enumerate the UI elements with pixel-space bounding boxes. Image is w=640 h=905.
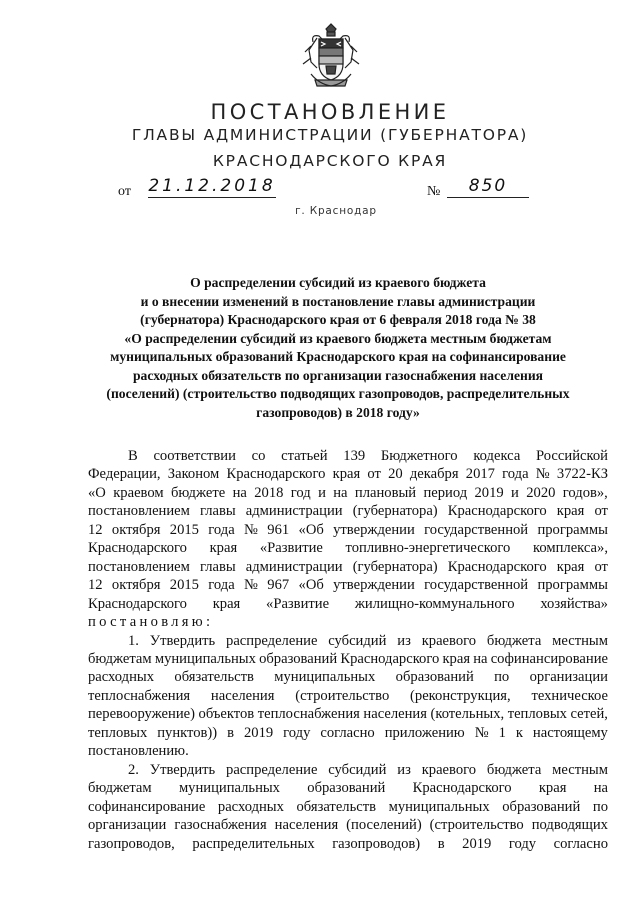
body-word: краевого	[421, 632, 477, 649]
body-line	[88, 595, 608, 613]
body-line	[88, 724, 608, 742]
body-word: в	[227, 724, 235, 741]
body-word: статьей	[281, 448, 328, 464]
body-word: утверждении	[333, 577, 415, 594]
body-word: топливно-энергетического	[345, 540, 511, 557]
body-word: (строительство	[295, 687, 390, 704]
title-line: расходных обязательств по организации газоснабжения населения	[132, 367, 544, 383]
body-word: краевого	[421, 761, 477, 778]
body-word: Российской	[536, 448, 608, 464]
body-word: муниципальных	[274, 669, 376, 686]
body-word: на	[333, 484, 348, 501]
body-word: образований	[259, 650, 338, 667]
body-word: жилищно-коммунального	[354, 595, 515, 612]
body-word: 2018	[254, 484, 284, 501]
body-word: Краснодарского	[226, 466, 326, 483]
body-word: местным	[552, 761, 608, 778]
body-word: образований	[395, 669, 474, 686]
title-line: газопроводов) в 2018 году»	[256, 404, 420, 420]
body-word: настоящему	[532, 724, 608, 741]
body-word: администрации	[245, 503, 343, 520]
body-word: муниципальных	[178, 780, 280, 797]
body-word: Краснодарского	[447, 503, 547, 520]
body-word: главы	[199, 558, 236, 575]
body-line	[88, 798, 608, 816]
body-line	[88, 558, 608, 576]
number-value: 850	[447, 176, 529, 198]
body-word: 2015	[169, 577, 199, 594]
body-word: 2.	[128, 761, 139, 778]
document-title	[88, 274, 588, 422]
body-word: края	[538, 780, 567, 797]
body-word: расходных	[217, 798, 284, 815]
body-word: главы	[199, 503, 236, 520]
body-word: период	[423, 484, 468, 501]
body-word: на	[232, 484, 247, 501]
body-word: в	[437, 835, 445, 852]
body-word: года	[208, 521, 235, 538]
body-word: кодекса	[473, 448, 521, 464]
body-word: 139	[343, 448, 366, 464]
body-word: обязательств	[174, 669, 254, 686]
body-line	[88, 465, 608, 483]
body-line	[88, 816, 608, 834]
body-word: 3722-КЗ	[556, 466, 608, 483]
body-word: субсидий	[328, 632, 387, 649]
body-line	[88, 650, 608, 668]
body-word: к	[515, 724, 523, 741]
body-word: газопроводов,	[88, 835, 175, 852]
body-word: населения	[210, 687, 275, 704]
body-word: на	[593, 780, 608, 797]
body-word: из	[397, 761, 411, 778]
body-word: «Развитие	[266, 595, 330, 612]
body-word: Законом	[167, 466, 220, 483]
body-word: 20	[388, 466, 403, 483]
body-word: Краснодарского	[88, 595, 187, 612]
body-word: образований	[307, 780, 386, 797]
body-word: 12	[88, 521, 103, 538]
body-line	[88, 835, 608, 853]
body-word: №	[474, 724, 489, 741]
body-word: комплекса»,	[533, 540, 608, 557]
body-word: Бюджетного	[380, 448, 458, 464]
body-word: края	[209, 540, 238, 557]
body-word: краевом	[113, 484, 164, 501]
body-word: перевооружение)	[88, 706, 195, 723]
body-word: края	[442, 650, 471, 667]
body-word: бюджетам	[88, 780, 152, 797]
body-word: 2019	[243, 724, 274, 741]
date-label: от	[118, 184, 131, 199]
body-word: из	[397, 632, 411, 649]
body-word: (поселений)	[346, 817, 422, 834]
body-word: соответствии	[153, 448, 236, 464]
body-word: распределение	[226, 761, 318, 778]
body-word: края	[556, 558, 585, 575]
body-line	[88, 576, 608, 594]
body-word: организации	[529, 669, 608, 686]
body-word: субсидий	[328, 761, 387, 778]
body-word: годов»,	[562, 484, 608, 501]
body-word: населения	[274, 817, 339, 834]
body-word: году	[283, 724, 311, 741]
body-line	[88, 632, 608, 650]
body-word: софинансирование	[88, 798, 206, 815]
body-line	[88, 447, 608, 465]
body-word: №	[244, 521, 258, 538]
body-word: год	[290, 484, 311, 501]
body-word: края	[212, 595, 241, 612]
body-word: постановляю:	[88, 614, 214, 631]
body-word: сетей,	[570, 706, 608, 723]
body-word: согласно	[553, 835, 608, 852]
body-word: бюджете	[170, 484, 226, 501]
body-line	[88, 687, 608, 705]
body-word: от	[367, 466, 381, 483]
body-line	[88, 668, 608, 686]
body-word: 961	[267, 521, 290, 538]
body-word: постановлением	[88, 558, 190, 575]
body-word: населения	[363, 706, 427, 723]
body-word: «О	[88, 484, 106, 501]
body-word: (губернатора)	[352, 558, 438, 575]
body-word: газопроводов)	[332, 835, 421, 852]
body-line	[88, 742, 608, 760]
body-word: и	[318, 484, 326, 501]
date-value: 21.12.2018	[148, 176, 276, 196]
body-word: В	[128, 448, 138, 464]
document-body	[88, 447, 608, 853]
body-word: октября	[111, 521, 161, 538]
body-word: 12	[88, 577, 103, 594]
coat-of-arms-icon	[299, 22, 363, 90]
body-word: (строительство	[429, 817, 524, 834]
body-word: 2017	[465, 466, 495, 483]
body-word: техническое	[531, 687, 608, 704]
body-word: (губернатора)	[352, 503, 438, 520]
body-word: тепловых	[507, 706, 567, 723]
body-word: 2015	[169, 521, 199, 538]
body-word: от	[594, 558, 608, 575]
body-word: году	[508, 835, 537, 852]
body-word: «Об	[298, 577, 324, 594]
body-word: (котельных,	[430, 706, 505, 723]
body-word: края	[556, 503, 585, 520]
document-type-heading: ПОСТАНОВЛЕНИЕ	[210, 100, 450, 124]
body-line	[88, 705, 608, 723]
body-word: на	[473, 650, 488, 667]
body-word: от	[594, 503, 608, 520]
body-word: распределительных	[192, 835, 315, 852]
body-word: со	[251, 448, 266, 464]
body-line	[88, 779, 608, 797]
title-line: муниципальных образований Краснодарского края на софинансирование	[110, 349, 566, 364]
body-word: муниципальных	[388, 798, 490, 815]
body-word: Утвердить	[149, 632, 216, 649]
body-word: 967	[267, 577, 290, 594]
body-word: образований	[502, 798, 581, 815]
body-word: утверждении	[333, 521, 415, 538]
body-word: бюджета	[486, 632, 542, 649]
body-word: объектов	[198, 706, 255, 723]
body-word: софинансирование	[490, 650, 608, 667]
body-word: Краснодарского	[340, 650, 440, 667]
body-word: тепловых	[88, 724, 148, 741]
body-word: 1.	[128, 632, 139, 649]
body-line	[88, 761, 608, 779]
number-label: №	[427, 184, 441, 199]
body-word: №	[244, 577, 258, 594]
body-word: по	[592, 798, 608, 815]
body-word: Краснодарского	[88, 540, 187, 557]
body-word: (реконструкция,	[410, 687, 511, 704]
body-word: постановлением	[88, 503, 190, 520]
issuer-heading: ГЛАВЫ АДМИНИСТРАЦИИ (ГУБЕРНАТОРА)	[131, 126, 529, 144]
body-word: программы	[537, 521, 608, 538]
body-word: «Об	[298, 521, 324, 538]
title-line: «О распределении субсидий из краевого бюджета местным бюджетам	[124, 330, 552, 346]
body-word: хозяйства»	[540, 595, 608, 612]
body-word: теплоснабжения	[257, 706, 360, 723]
body-word: 2019	[462, 835, 492, 852]
body-word: края	[332, 466, 361, 483]
body-word: согласно	[320, 724, 375, 741]
body-word: Краснодарского	[412, 780, 512, 797]
body-word: и	[511, 484, 519, 501]
body-word: 2020	[526, 484, 556, 501]
body-word: по	[494, 669, 510, 686]
body-word: декабря	[409, 466, 459, 483]
body-word: Краснодарского	[447, 558, 547, 575]
body-line	[88, 613, 608, 631]
body-word: постановлению.	[88, 743, 189, 760]
body-word: «Развитие	[259, 540, 323, 557]
body-word: октября	[111, 577, 161, 594]
title-line: и о внесении изменений в постановление главы администрации	[140, 293, 536, 309]
body-word: организации	[88, 817, 167, 834]
body-word: года	[502, 466, 529, 483]
body-word: 1	[498, 724, 506, 741]
body-word: местным	[552, 632, 608, 649]
body-word: приложению	[384, 724, 465, 741]
body-word: обязательств	[296, 798, 376, 815]
body-word: бюджетам	[88, 650, 152, 667]
body-line	[88, 521, 608, 539]
body-line	[88, 484, 608, 502]
body-line	[88, 502, 608, 520]
body-word: государственной	[424, 521, 529, 538]
title-line: (губернатора) Краснодарского края от 6 февраля 2018 года № 38	[140, 312, 536, 327]
body-word: Федерации,	[88, 466, 161, 483]
city-label: г. Краснодар	[295, 205, 377, 217]
body-word: года	[208, 577, 235, 594]
body-word: распределение	[226, 632, 318, 649]
title-line: (поселений) (строительство подводящих газопроводов, распределительных	[106, 386, 570, 401]
body-word: государственной	[424, 577, 529, 594]
body-word: муниципальных	[154, 650, 256, 667]
body-line	[88, 539, 608, 557]
body-word: расходных	[88, 669, 155, 686]
body-word: подводящих	[531, 817, 608, 834]
body-word: №	[535, 466, 550, 483]
body-word: пунктов))	[157, 724, 218, 741]
body-word: плановый	[354, 484, 417, 501]
body-word: администрации	[245, 558, 343, 575]
body-word: 2019	[474, 484, 504, 501]
region-heading: КРАСНОДАРСКОГО КРАЯ	[212, 152, 448, 170]
body-word: бюджета	[486, 761, 542, 778]
title-line: О распределении субсидий из краевого бюджета	[190, 275, 486, 290]
body-word: теплоснабжения	[88, 687, 191, 704]
body-word: газоснабжения	[174, 817, 267, 834]
body-word: Утвердить	[149, 761, 216, 778]
body-word: программы	[537, 577, 608, 594]
